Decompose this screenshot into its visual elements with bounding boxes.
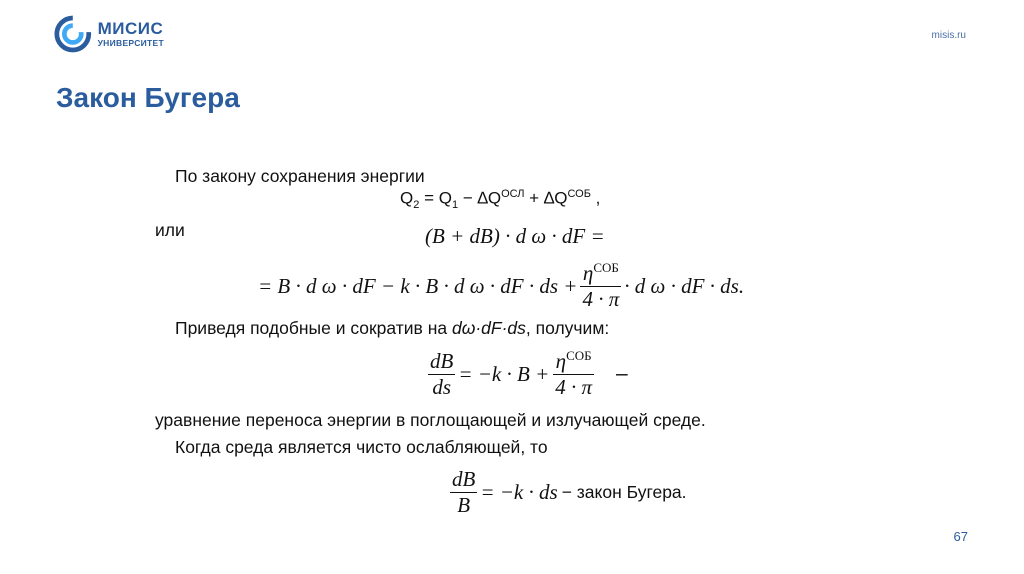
logo-icon (54, 14, 92, 54)
equation-5: $\frac{dB}{B}$ = −k · ds − закон Бугера. (452, 466, 687, 517)
or-word: или (155, 220, 185, 240)
text-line-1: По закону сохранения энергии (175, 166, 425, 186)
slide-title: Закон Бугера (56, 82, 240, 113)
equation-1: $Q_2 = Q_1 - \Delta Q^{ОСЛ} + \Delta Q^{СОБ}$ , (400, 188, 601, 212)
text-line-2: Приведя подобные и сократив на dω·dF·ds, получим: (175, 318, 610, 338)
text-line-4: Когда среда является чисто ослабляющей, то (175, 437, 548, 457)
eq4-fraction-right: $\frac{\eta^{СОБ}}{4 \cdot \pi}$ (555, 348, 593, 399)
equation-2: (B + dB) · d ω · dF = (425, 224, 605, 248)
equation-3: = B · d ω · dF − k · B · d ω · dF · ds + $\frac{\eta^{СОБ}}{4 \cdot \pi}$ · d ω · dF · ds. (258, 260, 745, 311)
eq3-fraction: $\frac{\eta^{СОБ}}{4 \cdot \pi}$ (582, 260, 620, 311)
eq5-fraction: $\frac{dB}{B}$ (452, 466, 476, 517)
university-logo (54, 14, 164, 54)
logo-title: МИСИС (97, 19, 164, 39)
page-number: 67 (953, 529, 968, 544)
equation-4: $\frac{dB}{ds}$ = −k · B + $\frac{\eta^{СОБ}}{4 \cdot \pi}$ – (430, 348, 628, 399)
logo-subtitle: УНИВЕРСИТЕТ (97, 38, 164, 49)
text-line-3: уравнение переноса энергии в поглощающей и излучающей среде. (155, 410, 706, 430)
eq4-fraction-left: $\frac{dB}{ds}$ (430, 348, 454, 399)
site-link[interactable]: misis.ru (931, 30, 966, 41)
